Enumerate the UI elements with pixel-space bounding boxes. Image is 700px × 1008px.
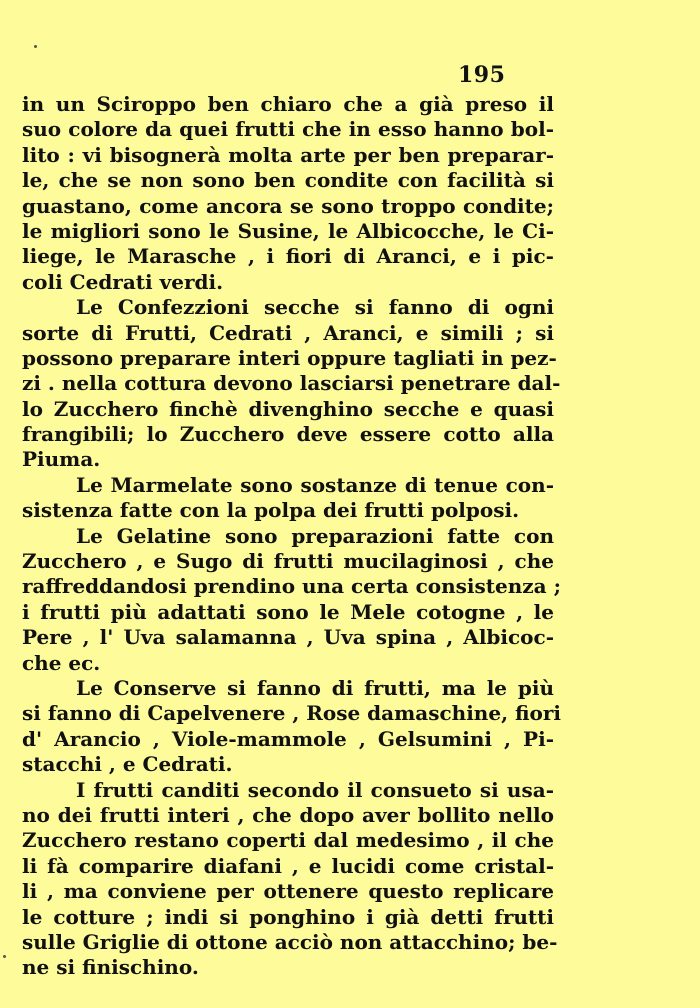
text-line: possono preparare interi oppure tagliati in pez- xyxy=(22,345,557,370)
text-line: lo Zucchero finchè divenghino secche e quasi xyxy=(22,396,554,421)
text-line: liege, le Marasche , i fiori di Aranci, e i pic- xyxy=(22,244,554,269)
text-line: no dei frutti interi , che dopo aver bollito nello xyxy=(22,802,554,827)
text-line: che ec. xyxy=(22,650,101,675)
text-line: li , ma conviene per ottenere questo replicare xyxy=(22,879,554,904)
text-line: sistenza fatte con la polpa dei frutti polposi. xyxy=(22,498,520,523)
text-line: sulle Griglie di ottone acciò non attacchino; be- xyxy=(22,929,558,954)
text-line: lito : vi bisognerà molta arte per ben preparar- xyxy=(22,142,554,167)
text-line: coli Cedrati verdi. xyxy=(22,269,224,294)
speck-mark xyxy=(34,45,37,48)
text-line: I frutti canditi secondo il consueto si usa- xyxy=(76,777,554,802)
text-line: raffreddandosi prendino una certa consistenza ; xyxy=(22,574,561,599)
text-line: in un Sciroppo ben chiaro che a già preso il xyxy=(22,92,554,116)
text-line: sorte di Frutti, Cedrati , Aranci, e simili ; si xyxy=(22,320,554,345)
text-line: Le Marmelate sono sostanze di tenue con- xyxy=(76,472,554,497)
text-line: Pere , l' Uva salamanna , Uva spina , Albicoc- xyxy=(22,625,554,650)
text-line: Le Confezzioni secche si fanno di ogni xyxy=(76,295,554,320)
text-line: stacchi , e Cedrati. xyxy=(22,752,233,777)
page-number: 195 xyxy=(458,62,506,88)
text-line: le migliori sono le Susine, le Albicocche, le Ci- xyxy=(22,218,554,243)
text-line: zi . nella cottura devono lasciarsi penetrare dal- xyxy=(22,371,561,396)
text-line: i frutti più adattati sono le Mele cotogne , le xyxy=(22,599,554,624)
text-line: Zucchero , e Sugo di frutti mucilaginosi , che xyxy=(22,549,554,574)
text-line: si fanno di Capelvenere , Rose damaschine, fiori xyxy=(22,701,562,726)
text-line: ne si finischino. xyxy=(22,955,199,980)
text-line: le, che se non sono ben condite con facilità si xyxy=(22,168,554,193)
text-line: Le Conserve si fanno di frutti, ma le più xyxy=(76,675,554,700)
text-line: guastano, come ancora se sono troppo condite; xyxy=(22,193,554,218)
text-line: le cotture ; indi si ponghino i già detti frutti xyxy=(22,904,554,929)
margin-mark xyxy=(3,955,6,958)
text-line: Piuma. xyxy=(22,447,101,472)
text-line: frangibili; lo Zucchero deve essere cotto alla xyxy=(22,422,554,447)
text-line: li fà comparire diafani , e lucidi come cristal- xyxy=(22,853,554,878)
text-line: Le Gelatine sono preparazioni fatte con xyxy=(76,523,554,548)
text-line: suo colore da quei frutti che in esso hanno bol- xyxy=(22,117,554,142)
text-line: Zucchero restano coperti dal medesimo , il che xyxy=(22,828,554,853)
page-text-block xyxy=(22,92,562,981)
text-line: d' Arancio , Viole-mammole , Gelsumini , Pi- xyxy=(22,726,554,751)
